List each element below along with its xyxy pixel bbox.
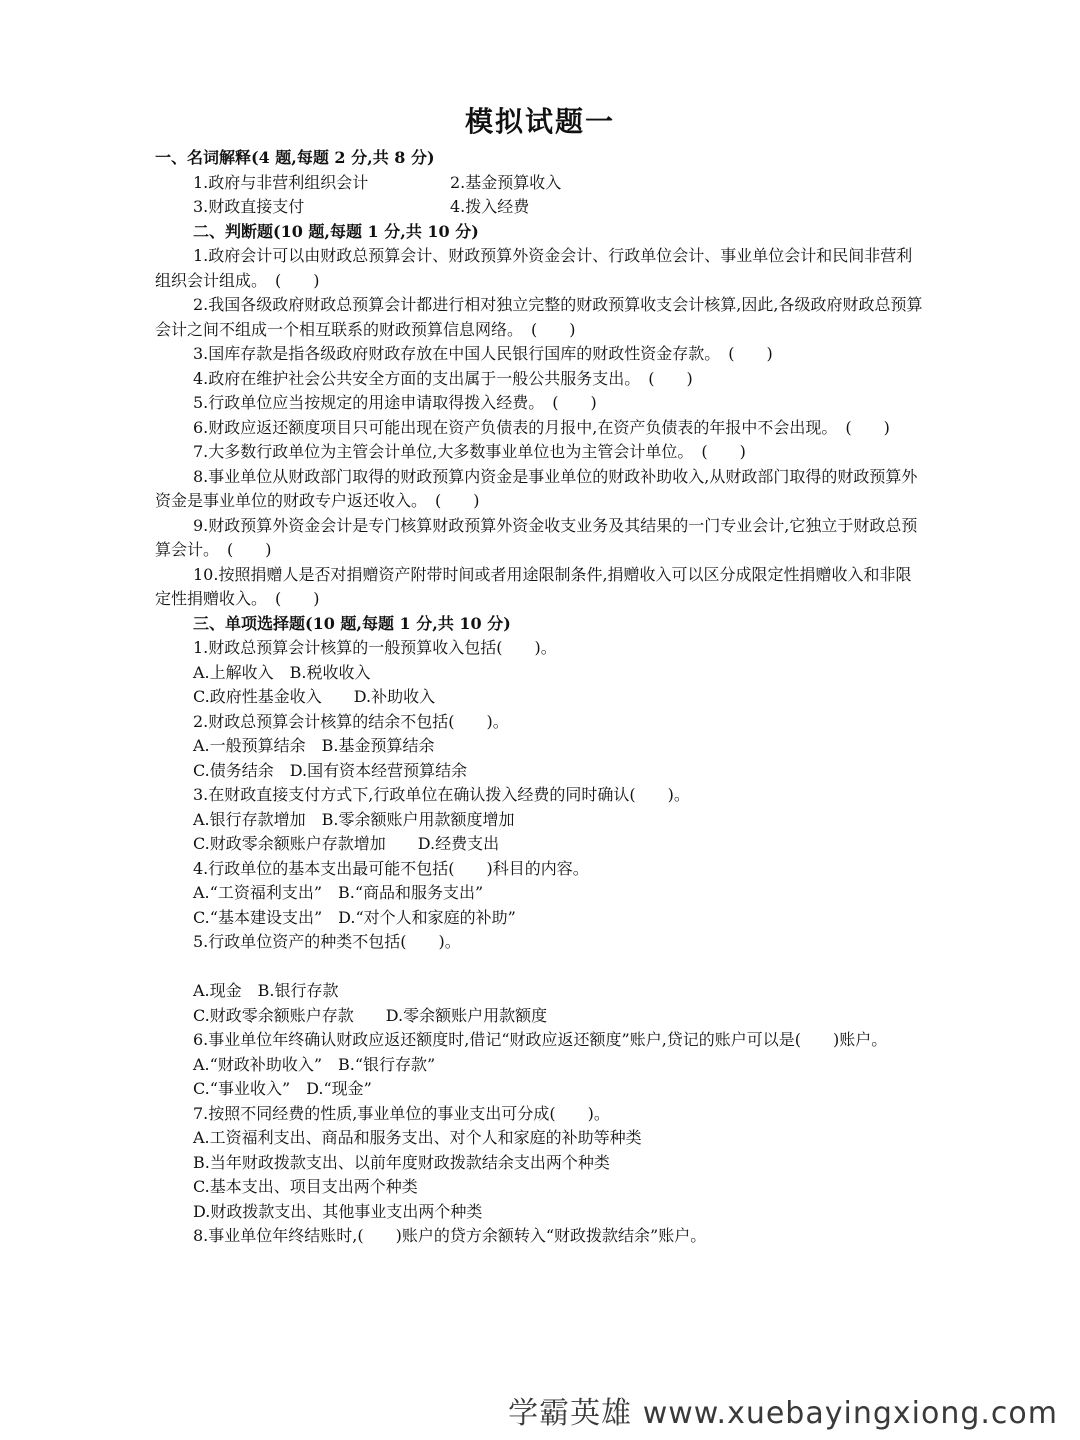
question-7: 7.按照不同经费的性质,事业单位的事业支出可分成( )。: [193, 1103, 610, 1123]
terms-row-2: [155, 195, 925, 220]
true-false-item: 9.财政预算外资金会计是专门核算财政预算外资金收支业务及其结果的一门专业会计,它独立于财政总预算会计。 ( ): [155, 515, 918, 559]
question-option: D.财政拨款支出、其他事业支出两个种类: [193, 1201, 483, 1221]
question-3: 3.在财政直接支付方式下,行政单位在确认拨入经费的同时确认( )。: [193, 785, 690, 804]
question-4: 4.行政单位的基本支出最可能不包括( )科目的内容。: [193, 858, 589, 878]
question-option: C.政府性基金收入 D.补助收入: [193, 687, 436, 706]
true-false-item: 1.政府会计可以由财政总预算会计、财政预算外资金会计、行政单位会计、事业单位会计和民间非营利组织会计组成。 ( ): [155, 246, 913, 290]
question-option: A.“财政补助收入” B.“银行存款”: [193, 1054, 436, 1074]
term-item: 1.政府与非营利组织会计: [193, 172, 369, 192]
true-false-item: 5.行政单位应当按规定的用途申请取得拨入经费。 ( ): [193, 393, 597, 412]
true-false-item: 2.我国各级政府财政总预算会计都进行相对独立完整的财政预算收支会计核算,因此,各级政府财政总预算会计之间不组成一个相互联系的财政预算信息网络。 ( ): [155, 295, 923, 339]
true-false-item: 7.大多数行政单位为主管会计单位,大多数事业单位也为主管会计单位。 ( ): [193, 442, 746, 461]
question-8: 8.事业单位年终结账时,( )账户的贷方余额转入“财政拨款结余”账户。: [193, 1226, 707, 1245]
question-option: C.债务结余 D.国有资本经营预算结余: [193, 760, 468, 780]
watermark: 学霸英雄 www.xuebayingxiong.com: [508, 1396, 1058, 1431]
question-6: 6.事业单位年终确认财政应返还额度时,借记“财政应返还额度”账户,贷记的账户可以是( )账户。: [193, 1030, 888, 1049]
question-option: A.“工资福利支出” B.“商品和服务支出”: [193, 883, 484, 902]
question-option: C.基本支出、项目支出两个种类: [193, 1177, 418, 1196]
terms-row-1: [155, 171, 925, 196]
section-heading-true-false: 二、判断题(10 题,每题 1 分,共 10 分): [193, 221, 479, 241]
question-1: 1.财政总预算会计核算的一般预算收入包括( )。: [193, 638, 557, 657]
section-heading-terms: 一、名词解释(4 题,每题 2 分,共 8 分): [155, 148, 435, 167]
question-5: 5.行政单位资产的种类不包括( )。: [193, 932, 461, 951]
question-option: A.上解收入 B.税收收入: [193, 662, 371, 682]
question-option: C.财政零余额账户存款增加 D.经费支出: [193, 834, 500, 853]
question-option: A.一般预算结余 B.基金预算结余: [193, 736, 435, 755]
true-false-item: 8.事业单位从财政部门取得的财政预算内资金是事业单位的财政补助收入,从财政部门取得的财政预算外资金是事业单位的财政专户返还收入。 ( ): [155, 466, 918, 510]
true-false-item: 10.按照捐赠人是否对捐赠资产附带时间或者用途限制条件,捐赠收入可以区分成限定性捐赠收入和非限定性捐赠收入。 ( ): [155, 564, 912, 608]
question-option: B.当年财政拨款支出、以前年度财政拨款结余支出两个种类: [193, 1152, 610, 1172]
section-heading-multiple-choice: 三、单项选择题(10 题,每题 1 分,共 10 分): [193, 613, 511, 633]
question-2: 2.财政总预算会计核算的结余不包括( )。: [193, 711, 509, 731]
true-false-item: 3.国库存款是指各级政府财政存放在中国人民银行国库的财政性资金存款。 ( ): [193, 344, 773, 363]
true-false-item: 4.政府在维护社会公共安全方面的支出属于一般公共服务支出。 ( ): [193, 368, 693, 388]
page-title: 模拟试题一: [464, 105, 615, 138]
question-option: C.“事业收入” D.“现金”: [193, 1079, 372, 1098]
blank-line: [155, 955, 925, 980]
true-false-item: 6.财政应返还额度项目只可能出现在资产负债表的月报中,在资产负债表的年报中不会出现。 ( ): [193, 417, 890, 437]
question-option: A.银行存款增加 B.零余额账户用款额度增加: [193, 809, 515, 829]
question-option: C.财政零余额账户存款 D.零余额账户用款额度: [193, 1005, 548, 1025]
question-option: A.工资福利支出、商品和服务支出、对个人和家庭的补助等种类: [193, 1128, 642, 1147]
question-option: C.“基本建设支出” D.“对个人和家庭的补助”: [193, 907, 516, 927]
term-item: 2.基金预算收入: [450, 172, 562, 192]
exam-document: [155, 100, 925, 1249]
term-item: 3.财政直接支付: [193, 197, 305, 216]
question-option: A.现金 B.银行存款: [193, 981, 339, 1000]
term-item: 4.拨入经费: [450, 197, 530, 216]
